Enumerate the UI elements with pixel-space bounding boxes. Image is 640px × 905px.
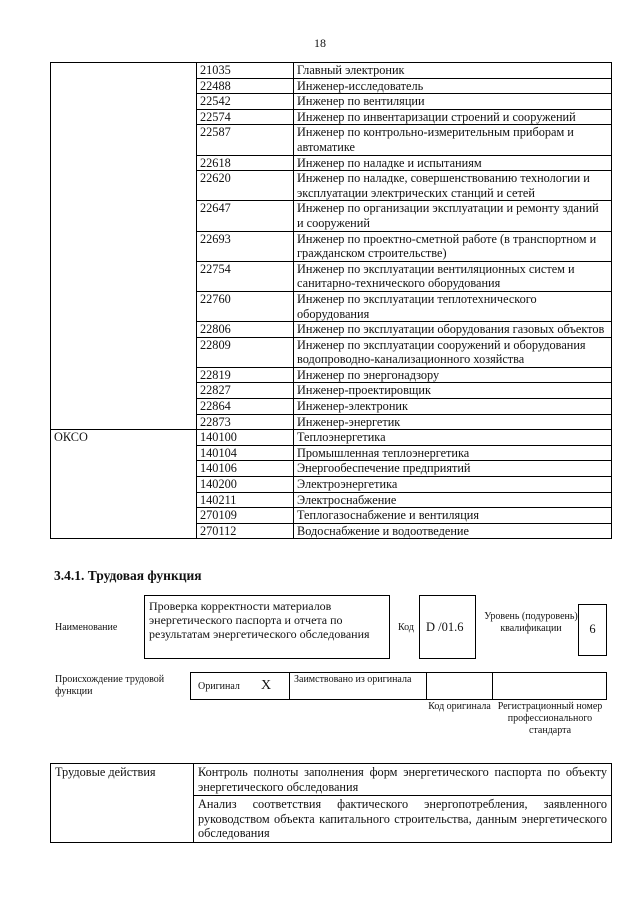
code-cell: 22488 xyxy=(197,78,294,94)
code-value: D /01.6 xyxy=(426,620,464,634)
code-cell: 22760 xyxy=(197,291,294,321)
name-cell: Промышленная теплоэнергетика xyxy=(294,445,612,461)
reg-number-label: Регистрационный номер профессионального стандарта xyxy=(497,701,603,736)
code-cell: 140200 xyxy=(197,477,294,493)
code-cell: 21035 xyxy=(197,63,294,79)
name-cell: Инженер по проектно-сметной работе (в транспортном и гражданском строительстве) xyxy=(294,231,612,261)
code-cell: 140100 xyxy=(197,430,294,446)
code-cell: 22587 xyxy=(197,125,294,155)
name-cell: Теплоэнергетика xyxy=(294,430,612,446)
name-cell: Инженер по организации эксплуатации и ремонту зданий и сооружений xyxy=(294,201,612,231)
name-cell: Инженер по контрольно-измерительным приборам и автоматике xyxy=(294,125,612,155)
section-title: 3.4.1. Трудовая функция xyxy=(54,568,202,583)
actions-label: Трудовые действия xyxy=(51,764,194,843)
name-cell: Инженер-энергетик xyxy=(294,414,612,430)
code-label: Код xyxy=(398,622,414,633)
name-cell: Инженер по инвентаризации строений и сооружений xyxy=(294,109,612,125)
level-box xyxy=(578,604,607,656)
original-mark: X xyxy=(261,678,272,693)
code-cell: 140211 xyxy=(197,492,294,508)
name-cell: Инженер по наладке, совершенствованию технологии и эксплуатации электрических станций и сетей xyxy=(294,171,612,201)
name-cell: Инженер по энергонадзору xyxy=(294,367,612,383)
code-cell: 22827 xyxy=(197,383,294,399)
code-cell: 22574 xyxy=(197,109,294,125)
code-cell: 22819 xyxy=(197,367,294,383)
code-cell: 22542 xyxy=(197,94,294,110)
code-cell: 22618 xyxy=(197,155,294,171)
reg-number-cell xyxy=(492,672,607,700)
code-cell: 22864 xyxy=(197,399,294,415)
name-cell: Инженер по наладке и испытаниям xyxy=(294,155,612,171)
classifier-cell xyxy=(51,63,197,430)
name-cell: Электроснабжение xyxy=(294,492,612,508)
name-cell: Инженер-проектировщик xyxy=(294,383,612,399)
original-cell xyxy=(190,672,290,700)
code-cell: 22809 xyxy=(197,337,294,367)
name-cell: Инженер по эксплуатации сооружений и оборудования водопроводно-канализационного хозяйства xyxy=(294,337,612,367)
name-cell: Инженер по эксплуатации оборудования газовых объектов xyxy=(294,322,612,338)
code-cell: 22754 xyxy=(197,261,294,291)
name-cell: Электроэнергетика xyxy=(294,477,612,493)
name-label: Наименование xyxy=(55,622,118,633)
codes-table xyxy=(50,62,612,539)
level-label: Уровень (подуровень) квалификации xyxy=(484,611,578,634)
borrowed-label: Заимствовано из оригинала xyxy=(294,674,412,685)
table-row xyxy=(51,63,612,79)
labor-actions-table xyxy=(50,763,612,843)
code-cell: 22806 xyxy=(197,322,294,338)
borrowed-cell xyxy=(289,672,427,700)
code-box xyxy=(419,595,476,659)
name-cell: Инженер по эксплуатации вентиляционных систем и санитарно-технического оборудования xyxy=(294,261,612,291)
code-original-cell xyxy=(426,672,493,700)
original-label: Оригинал xyxy=(198,681,240,692)
action-item: Анализ соответствия фактического энергопотребления, заявленного руководством объекта капитального строительства, данным энергетического обследования xyxy=(194,796,612,843)
classifier-cell: ОКСО xyxy=(51,430,197,539)
name-cell: Инженер по эксплуатации теплотехнического оборудования xyxy=(294,291,612,321)
name-cell: Инженер-электроник xyxy=(294,399,612,415)
name-cell: Инженер-исследователь xyxy=(294,78,612,94)
code-cell: 270109 xyxy=(197,508,294,524)
action-item: Контроль полноты заполнения форм энергетического паспорта по объекту энергетического обследования xyxy=(194,764,612,796)
name-cell: Теплогазоснабжение и вентиляция xyxy=(294,508,612,524)
code-cell: 140106 xyxy=(197,461,294,477)
name-cell: Водоснабжение и водоотведение xyxy=(294,523,612,539)
code-cell: 140104 xyxy=(197,445,294,461)
function-name: Проверка корректности материалов энергетического паспорта и отчета по результатам энергетического обследования xyxy=(149,599,370,642)
name-cell: Инженер по вентиляции xyxy=(294,94,612,110)
code-original-label: Код оригинала xyxy=(428,701,491,712)
table-row xyxy=(51,430,612,446)
code-cell: 22647 xyxy=(197,201,294,231)
code-cell: 22873 xyxy=(197,414,294,430)
level-value: 6 xyxy=(589,622,596,636)
function-name-box xyxy=(144,595,390,659)
page-number: 18 xyxy=(314,36,326,50)
name-cell: Главный электроник xyxy=(294,63,612,79)
code-cell: 22693 xyxy=(197,231,294,261)
origin-label: Происхождение трудовой функции xyxy=(55,674,165,697)
code-cell: 22620 xyxy=(197,171,294,201)
name-cell: Энергообеспечение предприятий xyxy=(294,461,612,477)
table-row xyxy=(51,764,612,796)
code-cell: 270112 xyxy=(197,523,294,539)
